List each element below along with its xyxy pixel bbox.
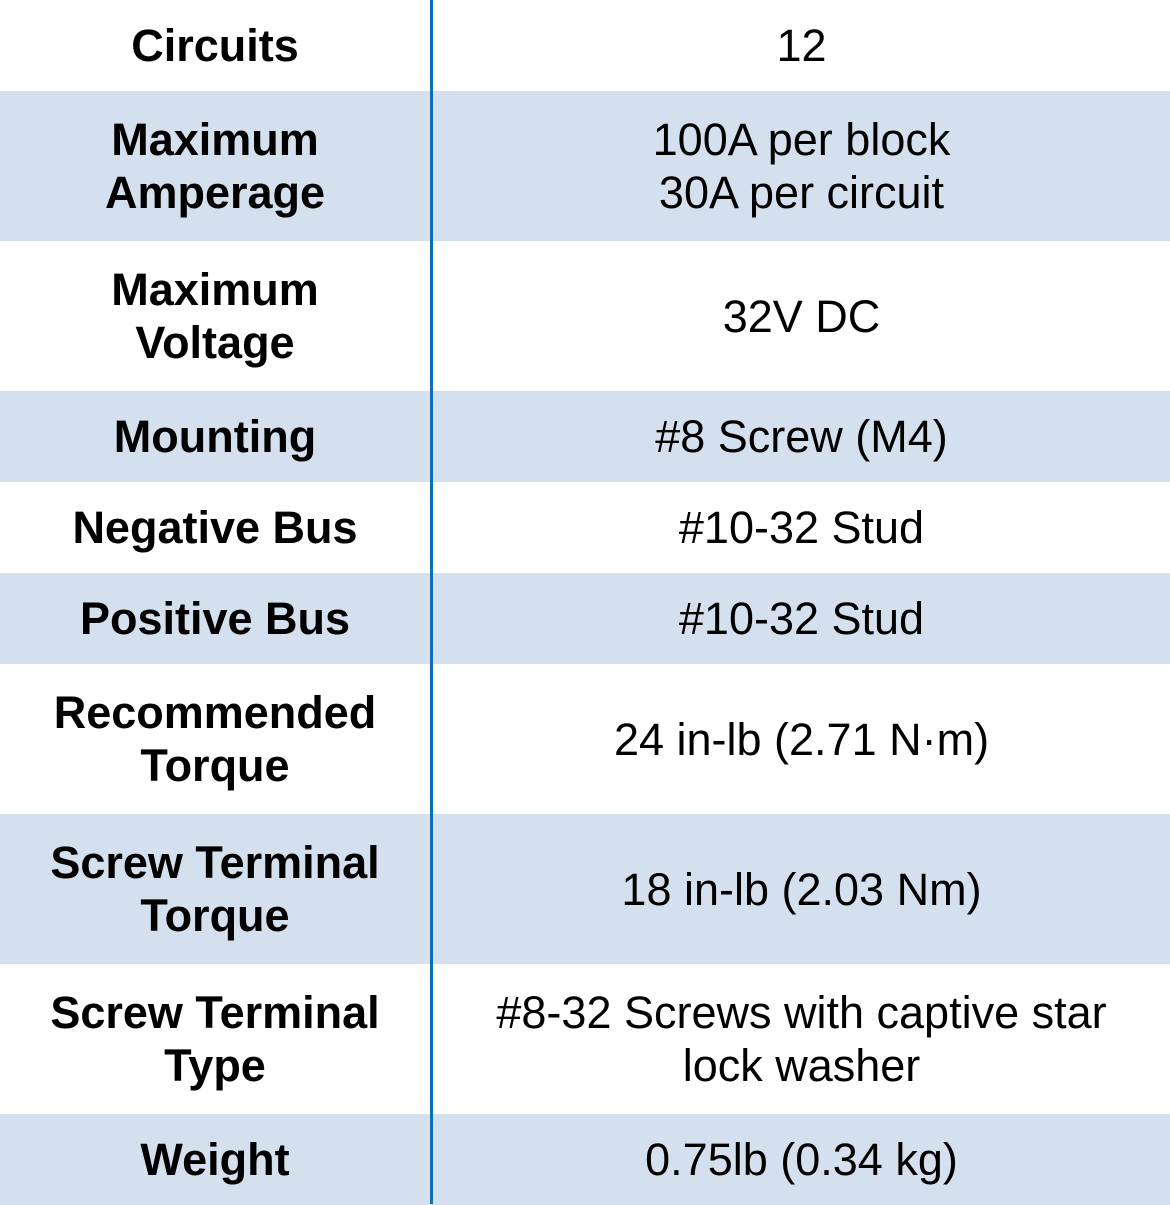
spec-label: Mounting [113,411,317,462]
spec-label: Maximum Voltage [111,264,319,368]
spec-value: 24 in-lb (2.71 N·m) [613,713,990,765]
spec-value: 0.75lb (0.34 kg) [645,1134,958,1185]
spec-value: #8 Screw (M4) [655,411,948,462]
spec-label: Negative Bus [72,502,358,553]
spec-label: Circuits [131,20,299,71]
spec-label: Screw Terminal Type [50,987,380,1091]
spec-value: 100A per block 30A per circuit [652,114,951,218]
spec-label: Screw Terminal Torque [50,837,380,941]
table-row [0,573,1170,664]
table-row [0,664,1170,814]
column-divider [430,0,433,1204]
spec-value: #10-32 Stud [678,593,925,644]
table-row [0,241,1170,391]
spec-value: #10-32 Stud [678,502,925,553]
spec-label: Weight [140,1134,290,1185]
table-row [0,482,1170,573]
table-row [0,814,1170,964]
table-row [0,0,1170,91]
spec-label: Maximum Amperage [104,114,326,218]
spec-label: Recommended Torque [53,687,377,791]
spec-value: 12 [776,20,827,71]
table-row [0,1114,1170,1205]
spec-value: #8-32 Screws with captive star lock washer [496,987,1107,1091]
table-row [0,391,1170,482]
table-row [0,964,1170,1114]
spec-label: Positive Bus [79,593,351,644]
table-row [0,91,1170,241]
spec-value: 32V DC [722,290,881,342]
spec-value: 18 in-lb (2.03 Nm) [621,863,982,915]
